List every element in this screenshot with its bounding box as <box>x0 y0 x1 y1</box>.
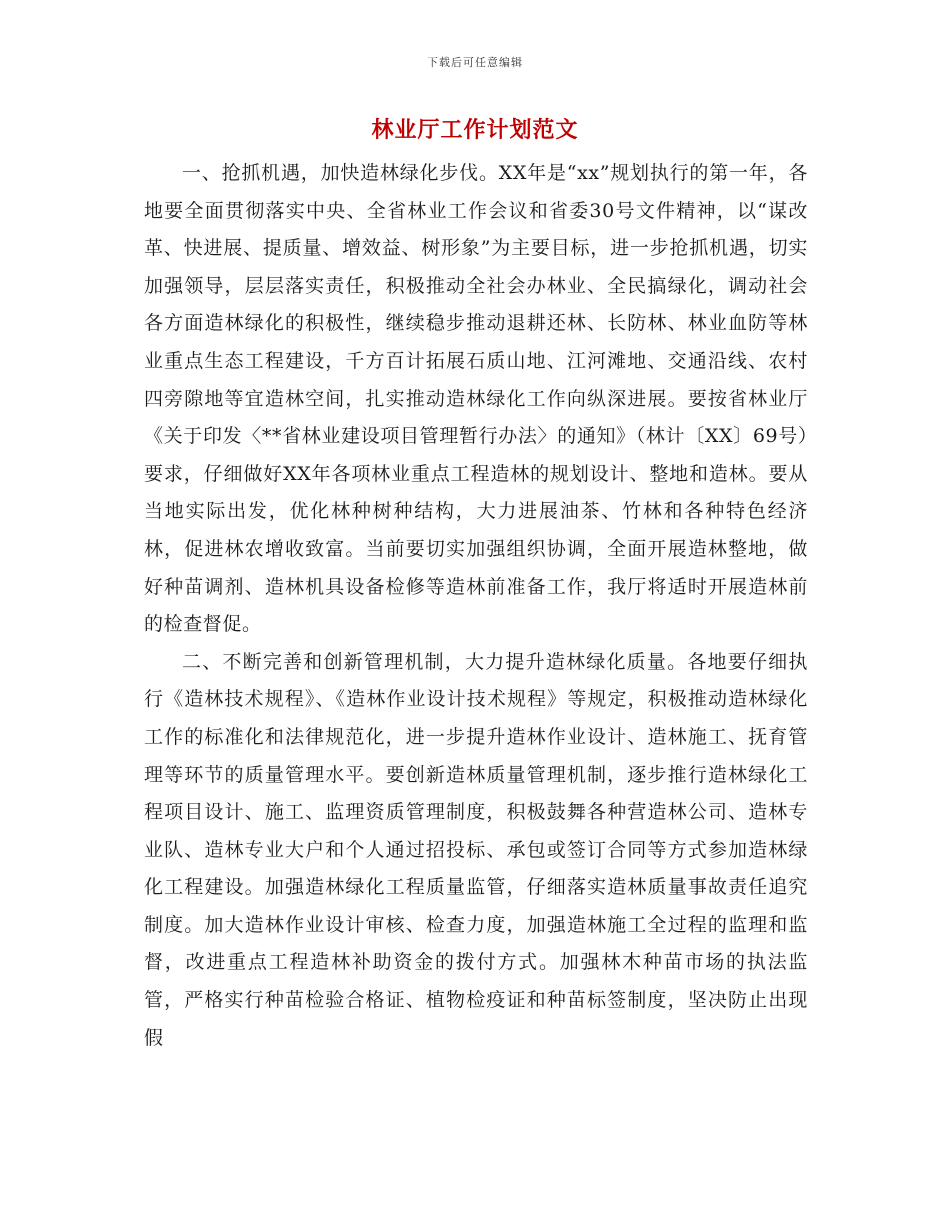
document-body <box>144 155 808 1057</box>
paragraph-2: 二、不断完善和创新管理机制，大力提升造林绿化质量。各地要仔细执行《造林技术规程》、《造林作业设计技术规程》等规定，积极推动造林绿化工作的标准化和法律规范化，进一步提升造林作业设计、造林施工、抚育管理等环节的质量管理水平。要创新造林质量管理机制，逐步推行造林绿化工程项目设计、施工、监理资质管理制度，积极鼓舞各种营造林公司、造林专业队、造林专业大户和个人通过招投标、承包或签订合同等方式参加造林绿化工程建设。加强造林绿化工程质量监管，仔细落实造林质量事故责任追究制度。加大造林作业设计审核、检查力度，加强造林施工全过程的监理和监督，改进重点工程造林补助资金的拨付方式。加强林木种苗市场的执法监管，严格实行种苗检验合格证、植物检疫证和种苗标签制度，坚决防止出现假 <box>144 650 808 1049</box>
document-title: 林业厅工作计划范文 <box>371 117 579 143</box>
paragraph-1: 一、抢抓机遇，加快造林绿化步伐。XX年是“xx”规划执行的第一年，各地要全面贯彻落实中央、全省林业工作会议和省委30号文件精神，以“谋改革、快进展、提质量、增效益、树形象”为主要目标，进一步抢抓机遇，切实加强领导，层层落实责任，积极推动全社会办林业、全民搞绿化，调动社会各方面造林绿化的积极性，继续稳步推动退耕还林、长防林、林业血防等林业重点生态工程建设，千方百计拓展石质山地、江河滩地、交通沿线、农村四旁隙地等宜造林空间，扎实推动造林绿化工作向纵深进展。要按省林业厅《关于印发〈**省林业建设项目管理暂行办法〉的通知》（林计〔XX〕69号）要求，仔细做好XX年各项林业重点工程造林的规划设计、整地和造林。要从当地实际出发，优化林种树种结构，大力进展油茶、竹林和各种特色经济林，促进林农增收致富。当前要切实加强组织协调，全面开展造林整地，做好种苗调剂、造林机具设备检修等造林前准备工作，我厅将适时开展造林前的检查督促。 <box>144 162 808 636</box>
header-note: 下载后可任意编辑 <box>427 56 523 69</box>
